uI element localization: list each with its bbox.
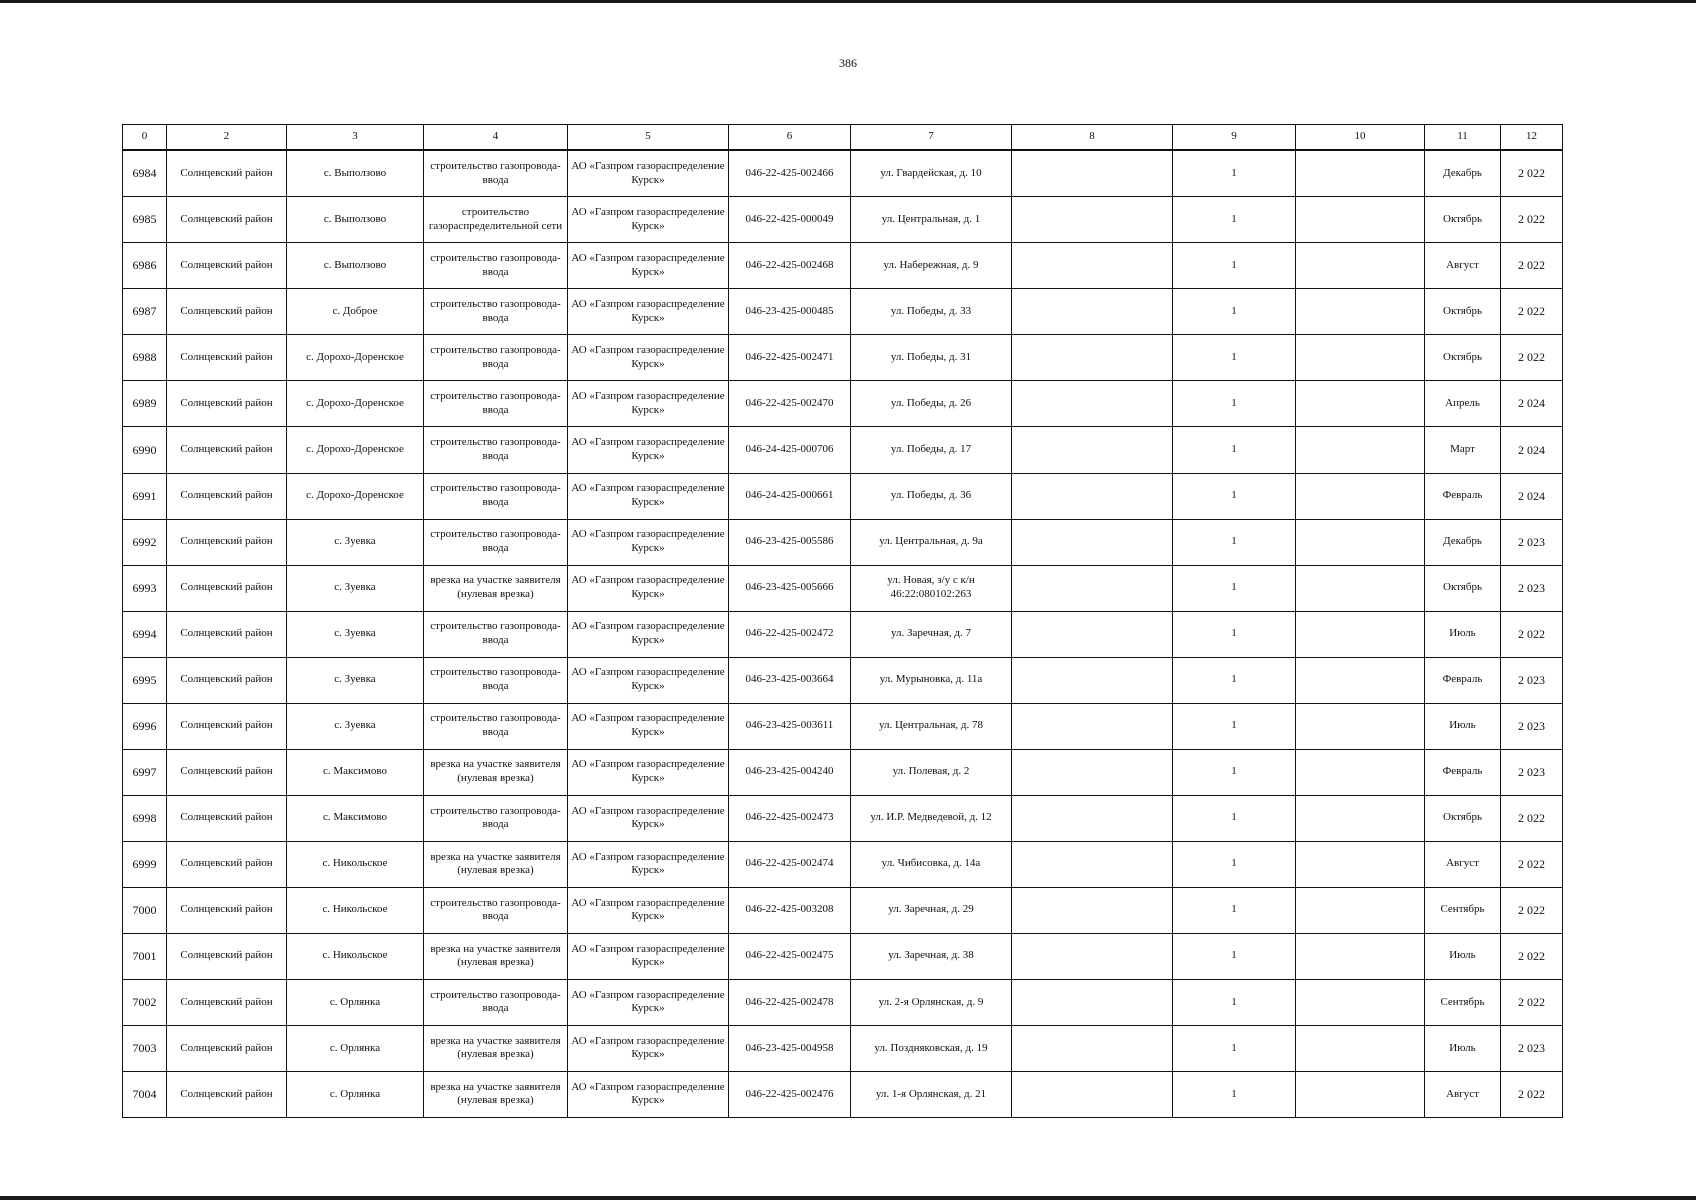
work-type-cell: врезка на участке заявителя (нулевая врезка) — [424, 1025, 568, 1071]
column-header-10: 10 — [1296, 125, 1425, 151]
table-row — [123, 841, 1563, 887]
year-cell: 2 022 — [1501, 150, 1563, 197]
column-8-cell — [1012, 657, 1173, 703]
address-cell: ул. Полевая, д. 2 — [851, 749, 1012, 795]
year-cell: 2 022 — [1501, 1071, 1563, 1117]
table-row — [123, 611, 1563, 657]
district-cell: Солнцевский район — [167, 887, 287, 933]
application-code-cell: 046-23-425-003664 — [729, 657, 851, 703]
address-cell: ул. Мурыновка, д. 11а — [851, 657, 1012, 703]
column-8-cell — [1012, 887, 1173, 933]
application-code-cell: 046-22-425-003208 — [729, 887, 851, 933]
application-code-cell: 046-22-425-002466 — [729, 150, 851, 197]
application-code-cell: 046-24-425-000661 — [729, 473, 851, 519]
column-8-cell — [1012, 335, 1173, 381]
column-header-6: 6 — [729, 125, 851, 151]
year-cell: 2 024 — [1501, 381, 1563, 427]
address-cell: ул. Набережная, д. 9 — [851, 243, 1012, 289]
application-code-cell: 046-22-425-002471 — [729, 335, 851, 381]
address-cell: ул. Центральная, д. 1 — [851, 197, 1012, 243]
column-8-cell — [1012, 703, 1173, 749]
organization-cell: АО «Газпром газораспределение Курск» — [568, 749, 729, 795]
table-row — [123, 197, 1563, 243]
month-cell: Июль — [1425, 1025, 1501, 1071]
column-8-cell — [1012, 243, 1173, 289]
month-cell: Август — [1425, 841, 1501, 887]
column-8-cell — [1012, 979, 1173, 1025]
month-cell: Август — [1425, 243, 1501, 289]
application-code-cell: 046-23-425-003611 — [729, 703, 851, 749]
table-row — [123, 749, 1563, 795]
column-10-cell — [1296, 611, 1425, 657]
address-cell: ул. Победы, д. 17 — [851, 427, 1012, 473]
district-cell: Солнцевский район — [167, 933, 287, 979]
address-cell: ул. Заречная, д. 29 — [851, 887, 1012, 933]
organization-cell: АО «Газпром газораспределение Курск» — [568, 427, 729, 473]
quantity-cell: 1 — [1173, 243, 1296, 289]
quantity-cell: 1 — [1173, 473, 1296, 519]
year-cell: 2 022 — [1501, 289, 1563, 335]
address-cell: ул. И.Р. Медведевой, д. 12 — [851, 795, 1012, 841]
column-8-cell — [1012, 150, 1173, 197]
work-type-cell: строительство газопровода-ввода — [424, 289, 568, 335]
column-8-cell — [1012, 611, 1173, 657]
year-cell: 2 022 — [1501, 335, 1563, 381]
column-10-cell — [1296, 703, 1425, 749]
table-row — [123, 979, 1563, 1025]
column-10-cell — [1296, 1025, 1425, 1071]
organization-cell: АО «Газпром газораспределение Курск» — [568, 1025, 729, 1071]
application-code-cell: 046-22-425-002472 — [729, 611, 851, 657]
application-code-cell: 046-23-425-004958 — [729, 1025, 851, 1071]
row-number-cell: 7001 — [123, 933, 167, 979]
column-10-cell — [1296, 1071, 1425, 1117]
column-number-header-row — [123, 125, 1563, 151]
organization-cell: АО «Газпром газораспределение Курск» — [568, 657, 729, 703]
row-number-cell: 6986 — [123, 243, 167, 289]
column-10-cell — [1296, 565, 1425, 611]
year-cell: 2 023 — [1501, 519, 1563, 565]
district-cell: Солнцевский район — [167, 427, 287, 473]
row-number-cell: 6989 — [123, 381, 167, 427]
address-cell: ул. 1-я Орлянская, д. 21 — [851, 1071, 1012, 1117]
work-type-cell: строительство газопровода-ввода — [424, 243, 568, 289]
year-cell: 2 022 — [1501, 611, 1563, 657]
table-row — [123, 150, 1563, 197]
work-type-cell: строительство газопровода-ввода — [424, 795, 568, 841]
organization-cell: АО «Газпром газораспределение Курск» — [568, 519, 729, 565]
column-10-cell — [1296, 519, 1425, 565]
year-cell: 2 022 — [1501, 795, 1563, 841]
month-cell: Октябрь — [1425, 335, 1501, 381]
column-10-cell — [1296, 979, 1425, 1025]
column-10-cell — [1296, 381, 1425, 427]
work-type-cell: врезка на участке заявителя (нулевая врезка) — [424, 749, 568, 795]
column-8-cell — [1012, 749, 1173, 795]
row-number-cell: 6987 — [123, 289, 167, 335]
work-type-cell: строительство газопровода-ввода — [424, 657, 568, 703]
organization-cell: АО «Газпром газораспределение Курск» — [568, 933, 729, 979]
settlement-cell: с. Дорохо-Доренское — [287, 473, 424, 519]
address-cell: ул. Центральная, д. 9а — [851, 519, 1012, 565]
work-type-cell: строительство газораспределительной сети — [424, 197, 568, 243]
quantity-cell: 1 — [1173, 703, 1296, 749]
column-8-cell — [1012, 565, 1173, 611]
address-cell: ул. Победы, д. 31 — [851, 335, 1012, 381]
scan-edge-bottom — [0, 1196, 1696, 1200]
column-header-9: 9 — [1173, 125, 1296, 151]
settlement-cell: с. Орлянка — [287, 1071, 424, 1117]
organization-cell: АО «Газпром газораспределение Курск» — [568, 289, 729, 335]
work-type-cell: врезка на участке заявителя (нулевая врезка) — [424, 841, 568, 887]
column-10-cell — [1296, 841, 1425, 887]
column-8-cell — [1012, 289, 1173, 335]
month-cell: Февраль — [1425, 749, 1501, 795]
table-body — [123, 150, 1563, 1118]
scan-edge-top — [0, 0, 1696, 3]
address-cell: ул. Чибисовка, д. 14а — [851, 841, 1012, 887]
settlement-cell: с. Доброе — [287, 289, 424, 335]
organization-cell: АО «Газпром газораспределение Курск» — [568, 381, 729, 427]
work-type-cell: строительство газопровода-ввода — [424, 150, 568, 197]
quantity-cell: 1 — [1173, 289, 1296, 335]
work-type-cell: строительство газопровода-ввода — [424, 979, 568, 1025]
district-cell: Солнцевский район — [167, 381, 287, 427]
column-header-4: 4 — [424, 125, 568, 151]
year-cell: 2 023 — [1501, 749, 1563, 795]
application-code-cell: 046-23-425-005586 — [729, 519, 851, 565]
quantity-cell: 1 — [1173, 565, 1296, 611]
settlement-cell: с. Выползово — [287, 243, 424, 289]
settlement-cell: с. Максимово — [287, 749, 424, 795]
application-code-cell: 046-22-425-000049 — [729, 197, 851, 243]
quantity-cell: 1 — [1173, 887, 1296, 933]
settlement-cell: с. Выползово — [287, 150, 424, 197]
address-cell: ул. Поздняковская, д. 19 — [851, 1025, 1012, 1071]
year-cell: 2 022 — [1501, 197, 1563, 243]
page-number: 386 — [839, 56, 857, 70]
application-code-cell: 046-22-425-002474 — [729, 841, 851, 887]
work-type-cell: строительство газопровода-ввода — [424, 519, 568, 565]
column-header-2: 2 — [167, 125, 287, 151]
organization-cell: АО «Газпром газораспределение Курск» — [568, 243, 729, 289]
row-number-cell: 6993 — [123, 565, 167, 611]
column-8-cell — [1012, 795, 1173, 841]
month-cell: Сентябрь — [1425, 979, 1501, 1025]
quantity-cell: 1 — [1173, 611, 1296, 657]
row-number-cell: 7004 — [123, 1071, 167, 1117]
settlement-cell: с. Зуевка — [287, 565, 424, 611]
year-cell: 2 023 — [1501, 657, 1563, 703]
year-cell: 2 022 — [1501, 933, 1563, 979]
work-type-cell: врезка на участке заявителя (нулевая врезка) — [424, 1071, 568, 1117]
month-cell: Декабрь — [1425, 150, 1501, 197]
table-row — [123, 1071, 1563, 1117]
address-cell: ул. Заречная, д. 7 — [851, 611, 1012, 657]
organization-cell: АО «Газпром газораспределение Курск» — [568, 795, 729, 841]
quantity-cell: 1 — [1173, 1025, 1296, 1071]
work-type-cell: строительство газопровода-ввода — [424, 473, 568, 519]
district-cell: Солнцевский район — [167, 1025, 287, 1071]
address-cell: ул. Гвардейская, д. 10 — [851, 150, 1012, 197]
column-8-cell — [1012, 1025, 1173, 1071]
column-10-cell — [1296, 335, 1425, 381]
column-10-cell — [1296, 933, 1425, 979]
register-table — [122, 124, 1563, 1118]
application-code-cell: 046-23-425-004240 — [729, 749, 851, 795]
month-cell: Март — [1425, 427, 1501, 473]
district-cell: Солнцевский район — [167, 519, 287, 565]
month-cell: Август — [1425, 1071, 1501, 1117]
column-10-cell — [1296, 427, 1425, 473]
organization-cell: АО «Газпром газораспределение Курск» — [568, 1071, 729, 1117]
column-10-cell — [1296, 749, 1425, 795]
row-number-cell: 7002 — [123, 979, 167, 1025]
month-cell: Февраль — [1425, 473, 1501, 519]
year-cell: 2 023 — [1501, 565, 1563, 611]
settlement-cell: с. Зуевка — [287, 657, 424, 703]
month-cell: Февраль — [1425, 657, 1501, 703]
column-10-cell — [1296, 473, 1425, 519]
organization-cell: АО «Газпром газораспределение Курск» — [568, 703, 729, 749]
table-row — [123, 335, 1563, 381]
organization-cell: АО «Газпром газораспределение Курск» — [568, 335, 729, 381]
organization-cell: АО «Газпром газораспределение Курск» — [568, 611, 729, 657]
row-number-cell: 6985 — [123, 197, 167, 243]
work-type-cell: врезка на участке заявителя (нулевая врезка) — [424, 565, 568, 611]
column-header-0: 0 — [123, 125, 167, 151]
column-8-cell — [1012, 427, 1173, 473]
application-code-cell: 046-22-425-002476 — [729, 1071, 851, 1117]
quantity-cell: 1 — [1173, 841, 1296, 887]
row-number-cell: 6996 — [123, 703, 167, 749]
work-type-cell: врезка на участке заявителя (нулевая врезка) — [424, 933, 568, 979]
column-10-cell — [1296, 197, 1425, 243]
year-cell: 2 024 — [1501, 427, 1563, 473]
district-cell: Солнцевский район — [167, 703, 287, 749]
table-row — [123, 657, 1563, 703]
row-number-cell: 6992 — [123, 519, 167, 565]
table-row — [123, 933, 1563, 979]
address-cell: ул. Заречная, д. 38 — [851, 933, 1012, 979]
column-8-cell — [1012, 473, 1173, 519]
column-10-cell — [1296, 150, 1425, 197]
quantity-cell: 1 — [1173, 197, 1296, 243]
application-code-cell: 046-22-425-002473 — [729, 795, 851, 841]
row-number-cell: 6995 — [123, 657, 167, 703]
district-cell: Солнцевский район — [167, 243, 287, 289]
quantity-cell: 1 — [1173, 427, 1296, 473]
month-cell: Октябрь — [1425, 289, 1501, 335]
address-cell: ул. 2-я Орлянская, д. 9 — [851, 979, 1012, 1025]
settlement-cell: с. Никольское — [287, 887, 424, 933]
district-cell: Солнцевский район — [167, 289, 287, 335]
table-row — [123, 473, 1563, 519]
quantity-cell: 1 — [1173, 335, 1296, 381]
year-cell: 2 022 — [1501, 841, 1563, 887]
organization-cell: АО «Газпром газораспределение Курск» — [568, 473, 729, 519]
application-code-cell: 046-24-425-000706 — [729, 427, 851, 473]
address-cell: ул. Победы, д. 36 — [851, 473, 1012, 519]
settlement-cell: с. Максимово — [287, 795, 424, 841]
year-cell: 2 023 — [1501, 703, 1563, 749]
application-code-cell: 046-22-425-002468 — [729, 243, 851, 289]
table-row — [123, 427, 1563, 473]
month-cell: Июль — [1425, 703, 1501, 749]
application-code-cell: 046-22-425-002478 — [729, 979, 851, 1025]
organization-cell: АО «Газпром газораспределение Курск» — [568, 565, 729, 611]
settlement-cell: с. Зуевка — [287, 519, 424, 565]
year-cell: 2 024 — [1501, 473, 1563, 519]
month-cell: Декабрь — [1425, 519, 1501, 565]
district-cell: Солнцевский район — [167, 1071, 287, 1117]
row-number-cell: 6990 — [123, 427, 167, 473]
application-code-cell: 046-23-425-000485 — [729, 289, 851, 335]
column-10-cell — [1296, 289, 1425, 335]
column-header-11: 11 — [1425, 125, 1501, 151]
column-8-cell — [1012, 519, 1173, 565]
month-cell: Сентябрь — [1425, 887, 1501, 933]
quantity-cell: 1 — [1173, 519, 1296, 565]
organization-cell: АО «Газпром газораспределение Курск» — [568, 150, 729, 197]
month-cell: Июль — [1425, 611, 1501, 657]
month-cell: Октябрь — [1425, 197, 1501, 243]
table-row — [123, 243, 1563, 289]
column-8-cell — [1012, 1071, 1173, 1117]
row-number-cell: 7000 — [123, 887, 167, 933]
table-row — [123, 795, 1563, 841]
column-header-3: 3 — [287, 125, 424, 151]
quantity-cell: 1 — [1173, 979, 1296, 1025]
district-cell: Солнцевский район — [167, 749, 287, 795]
table-row — [123, 519, 1563, 565]
application-code-cell: 046-22-425-002470 — [729, 381, 851, 427]
quantity-cell: 1 — [1173, 1071, 1296, 1117]
column-8-cell — [1012, 933, 1173, 979]
row-number-cell: 6997 — [123, 749, 167, 795]
organization-cell: АО «Газпром газораспределение Курск» — [568, 887, 729, 933]
table-row — [123, 565, 1563, 611]
month-cell: Июль — [1425, 933, 1501, 979]
column-10-cell — [1296, 657, 1425, 703]
row-number-cell: 6999 — [123, 841, 167, 887]
row-number-cell: 7003 — [123, 1025, 167, 1071]
year-cell: 2 022 — [1501, 243, 1563, 289]
quantity-cell: 1 — [1173, 795, 1296, 841]
column-10-cell — [1296, 795, 1425, 841]
settlement-cell: с. Никольское — [287, 841, 424, 887]
address-cell: ул. Победы, д. 33 — [851, 289, 1012, 335]
year-cell: 2 023 — [1501, 1025, 1563, 1071]
column-10-cell — [1296, 243, 1425, 289]
quantity-cell: 1 — [1173, 749, 1296, 795]
column-8-cell — [1012, 841, 1173, 887]
settlement-cell: с. Орлянка — [287, 1025, 424, 1071]
quantity-cell: 1 — [1173, 150, 1296, 197]
settlement-cell: с. Дорохо-Доренское — [287, 381, 424, 427]
district-cell: Солнцевский район — [167, 611, 287, 657]
settlement-cell: с. Орлянка — [287, 979, 424, 1025]
column-header-7: 7 — [851, 125, 1012, 151]
district-cell: Солнцевский район — [167, 150, 287, 197]
column-8-cell — [1012, 381, 1173, 427]
settlement-cell: с. Выползово — [287, 197, 424, 243]
quantity-cell: 1 — [1173, 933, 1296, 979]
row-number-cell: 6998 — [123, 795, 167, 841]
work-type-cell: строительство газопровода-ввода — [424, 611, 568, 657]
column-8-cell — [1012, 197, 1173, 243]
organization-cell: АО «Газпром газораспределение Курск» — [568, 841, 729, 887]
district-cell: Солнцевский район — [167, 565, 287, 611]
settlement-cell: с. Зуевка — [287, 703, 424, 749]
work-type-cell: строительство газопровода-ввода — [424, 887, 568, 933]
month-cell: Апрель — [1425, 381, 1501, 427]
row-number-cell: 6984 — [123, 150, 167, 197]
column-10-cell — [1296, 887, 1425, 933]
address-cell: ул. Победы, д. 26 — [851, 381, 1012, 427]
table-row — [123, 1025, 1563, 1071]
row-number-cell: 6991 — [123, 473, 167, 519]
district-cell: Солнцевский район — [167, 979, 287, 1025]
row-number-cell: 6994 — [123, 611, 167, 657]
application-code-cell: 046-22-425-002475 — [729, 933, 851, 979]
row-number-cell: 6988 — [123, 335, 167, 381]
district-cell: Солнцевский район — [167, 473, 287, 519]
organization-cell: АО «Газпром газораспределение Курск» — [568, 197, 729, 243]
settlement-cell: с. Зуевка — [287, 611, 424, 657]
address-cell: ул. Новая, з/у с к/н 46:22:080102:263 — [851, 565, 1012, 611]
year-cell: 2 022 — [1501, 979, 1563, 1025]
quantity-cell: 1 — [1173, 381, 1296, 427]
table-row — [123, 703, 1563, 749]
settlement-cell: с. Никольское — [287, 933, 424, 979]
column-header-8: 8 — [1012, 125, 1173, 151]
district-cell: Солнцевский район — [167, 197, 287, 243]
work-type-cell: строительство газопровода-ввода — [424, 427, 568, 473]
table-row — [123, 887, 1563, 933]
column-header-12: 12 — [1501, 125, 1563, 151]
district-cell: Солнцевский район — [167, 795, 287, 841]
application-code-cell: 046-23-425-005666 — [729, 565, 851, 611]
work-type-cell: строительство газопровода-ввода — [424, 703, 568, 749]
address-cell: ул. Центральная, д. 78 — [851, 703, 1012, 749]
work-type-cell: строительство газопровода-ввода — [424, 335, 568, 381]
quantity-cell: 1 — [1173, 657, 1296, 703]
table-row — [123, 381, 1563, 427]
settlement-cell: с. Дорохо-Доренское — [287, 335, 424, 381]
table-row — [123, 289, 1563, 335]
column-header-5: 5 — [568, 125, 729, 151]
settlement-cell: с. Дорохо-Доренское — [287, 427, 424, 473]
district-cell: Солнцевский район — [167, 841, 287, 887]
work-type-cell: строительство газопровода-ввода — [424, 381, 568, 427]
year-cell: 2 022 — [1501, 887, 1563, 933]
district-cell: Солнцевский район — [167, 335, 287, 381]
district-cell: Солнцевский район — [167, 657, 287, 703]
month-cell: Октябрь — [1425, 795, 1501, 841]
month-cell: Октябрь — [1425, 565, 1501, 611]
organization-cell: АО «Газпром газораспределение Курск» — [568, 979, 729, 1025]
